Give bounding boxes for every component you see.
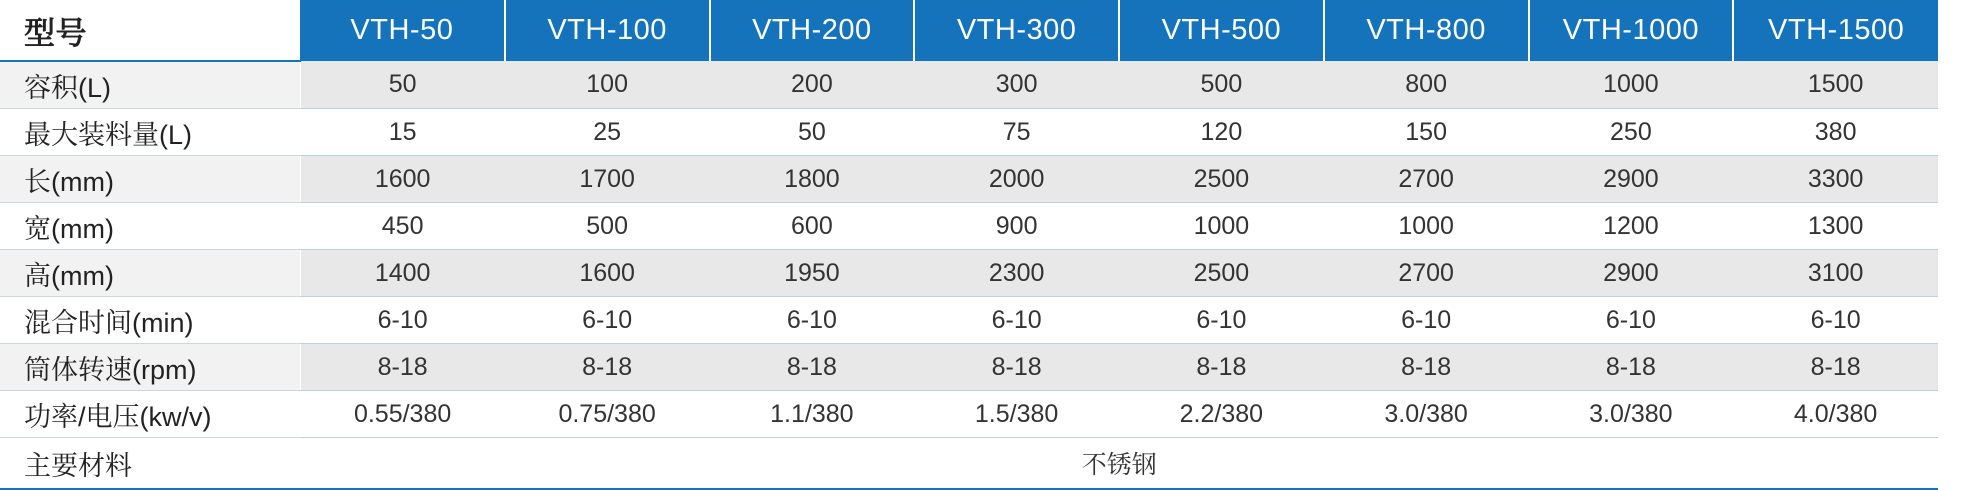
cell-mixing-time-5: 6-10: [1119, 297, 1324, 344]
cell-width-6: 1000: [1324, 203, 1529, 250]
cell-drum-speed-7: 8-18: [1529, 344, 1734, 391]
row-label-mixing-time: 混合时间(min): [0, 297, 300, 344]
cell-max-load-1: 15: [300, 109, 505, 156]
cell-power-voltage-8: 4.0/380: [1733, 391, 1938, 438]
cell-power-voltage-6: 3.0/380: [1324, 391, 1529, 438]
cell-length-1: 1600: [300, 156, 505, 203]
cell-max-load-7: 250: [1529, 109, 1734, 156]
cell-volume-2: 100: [505, 61, 710, 109]
row-label-width: 宽(mm): [0, 203, 300, 250]
cell-length-8: 3300: [1733, 156, 1938, 203]
header-row: [0, 0, 1938, 61]
cell-max-load-5: 120: [1119, 109, 1324, 156]
cell-max-load-3: 50: [710, 109, 915, 156]
table-body: [0, 61, 1938, 489]
table-row: [0, 344, 1938, 391]
cell-drum-speed-3: 8-18: [710, 344, 915, 391]
cell-power-voltage-2: 0.75/380: [505, 391, 710, 438]
cell-drum-speed-8: 8-18: [1733, 344, 1938, 391]
cell-drum-speed-4: 8-18: [914, 344, 1119, 391]
cell-width-3: 600: [710, 203, 915, 250]
cell-drum-speed-2: 8-18: [505, 344, 710, 391]
header-model-3: VTH-200: [710, 0, 915, 61]
table-row: [0, 203, 1938, 250]
cell-length-6: 2700: [1324, 156, 1529, 203]
header-model-8: VTH-1500: [1733, 0, 1938, 61]
cell-mixing-time-6: 6-10: [1324, 297, 1529, 344]
row-label-drum-speed: 筒体转速(rpm): [0, 344, 300, 391]
cell-power-voltage-1: 0.55/380: [300, 391, 505, 438]
cell-mixing-time-4: 6-10: [914, 297, 1119, 344]
table-row: [0, 297, 1938, 344]
cell-mixing-time-3: 6-10: [710, 297, 915, 344]
row-label-volume: 容积(L): [0, 61, 300, 109]
cell-height-6: 2700: [1324, 250, 1529, 297]
cell-height-5: 2500: [1119, 250, 1324, 297]
cell-volume-4: 300: [914, 61, 1119, 109]
table-row: [0, 391, 1938, 438]
cell-height-8: 3100: [1733, 250, 1938, 297]
cell-power-voltage-5: 2.2/380: [1119, 391, 1324, 438]
cell-power-voltage-4: 1.5/380: [914, 391, 1119, 438]
cell-length-2: 1700: [505, 156, 710, 203]
cell-height-4: 2300: [914, 250, 1119, 297]
cell-mixing-time-2: 6-10: [505, 297, 710, 344]
cell-volume-5: 500: [1119, 61, 1324, 109]
cell-height-1: 1400: [300, 250, 505, 297]
table-row: [0, 250, 1938, 297]
cell-volume-7: 1000: [1529, 61, 1734, 109]
table-row: [0, 109, 1938, 156]
header-label-model: 型号: [0, 0, 300, 61]
table-row: [0, 438, 1938, 490]
header-model-5: VTH-500: [1119, 0, 1324, 61]
cell-mixing-time-8: 6-10: [1733, 297, 1938, 344]
header-model-7: VTH-1000: [1529, 0, 1734, 61]
cell-length-3: 1800: [710, 156, 915, 203]
header-model-6: VTH-800: [1324, 0, 1529, 61]
cell-power-voltage-3: 1.1/380: [710, 391, 915, 438]
header-model-4: VTH-300: [914, 0, 1119, 61]
cell-power-voltage-7: 3.0/380: [1529, 391, 1734, 438]
cell-height-3: 1950: [710, 250, 915, 297]
header-model-2: VTH-100: [505, 0, 710, 61]
cell-max-load-4: 75: [914, 109, 1119, 156]
cell-length-4: 2000: [914, 156, 1119, 203]
cell-length-7: 2900: [1529, 156, 1734, 203]
cell-drum-speed-5: 8-18: [1119, 344, 1324, 391]
cell-volume-1: 50: [300, 61, 505, 109]
cell-height-2: 1600: [505, 250, 710, 297]
cell-width-7: 1200: [1529, 203, 1734, 250]
row-label-max-load: 最大装料量(L): [0, 109, 300, 156]
row-label-main-material: 主要材料: [0, 438, 300, 490]
cell-volume-6: 800: [1324, 61, 1529, 109]
cell-max-load-2: 25: [505, 109, 710, 156]
cell-length-5: 2500: [1119, 156, 1324, 203]
cell-width-1: 450: [300, 203, 505, 250]
table-header: [0, 0, 1938, 61]
cell-max-load-8: 380: [1733, 109, 1938, 156]
cell-width-2: 500: [505, 203, 710, 250]
cell-mixing-time-7: 6-10: [1529, 297, 1734, 344]
row-label-length: 长(mm): [0, 156, 300, 203]
cell-width-8: 1300: [1733, 203, 1938, 250]
header-model-1: VTH-50: [300, 0, 505, 61]
table-row: [0, 61, 1938, 109]
cell-volume-8: 1500: [1733, 61, 1938, 109]
cell-mixing-time-1: 6-10: [300, 297, 505, 344]
row-label-power-voltage: 功率/电压(kw/v): [0, 391, 300, 438]
cell-drum-speed-1: 8-18: [300, 344, 505, 391]
cell-width-4: 900: [914, 203, 1119, 250]
cell-volume-3: 200: [710, 61, 915, 109]
row-label-height: 高(mm): [0, 250, 300, 297]
cell-max-load-6: 150: [1324, 109, 1529, 156]
cell-main-material: 不锈钢: [300, 438, 1938, 490]
cell-drum-speed-6: 8-18: [1324, 344, 1529, 391]
cell-width-5: 1000: [1119, 203, 1324, 250]
table-row: [0, 156, 1938, 203]
cell-height-7: 2900: [1529, 250, 1734, 297]
